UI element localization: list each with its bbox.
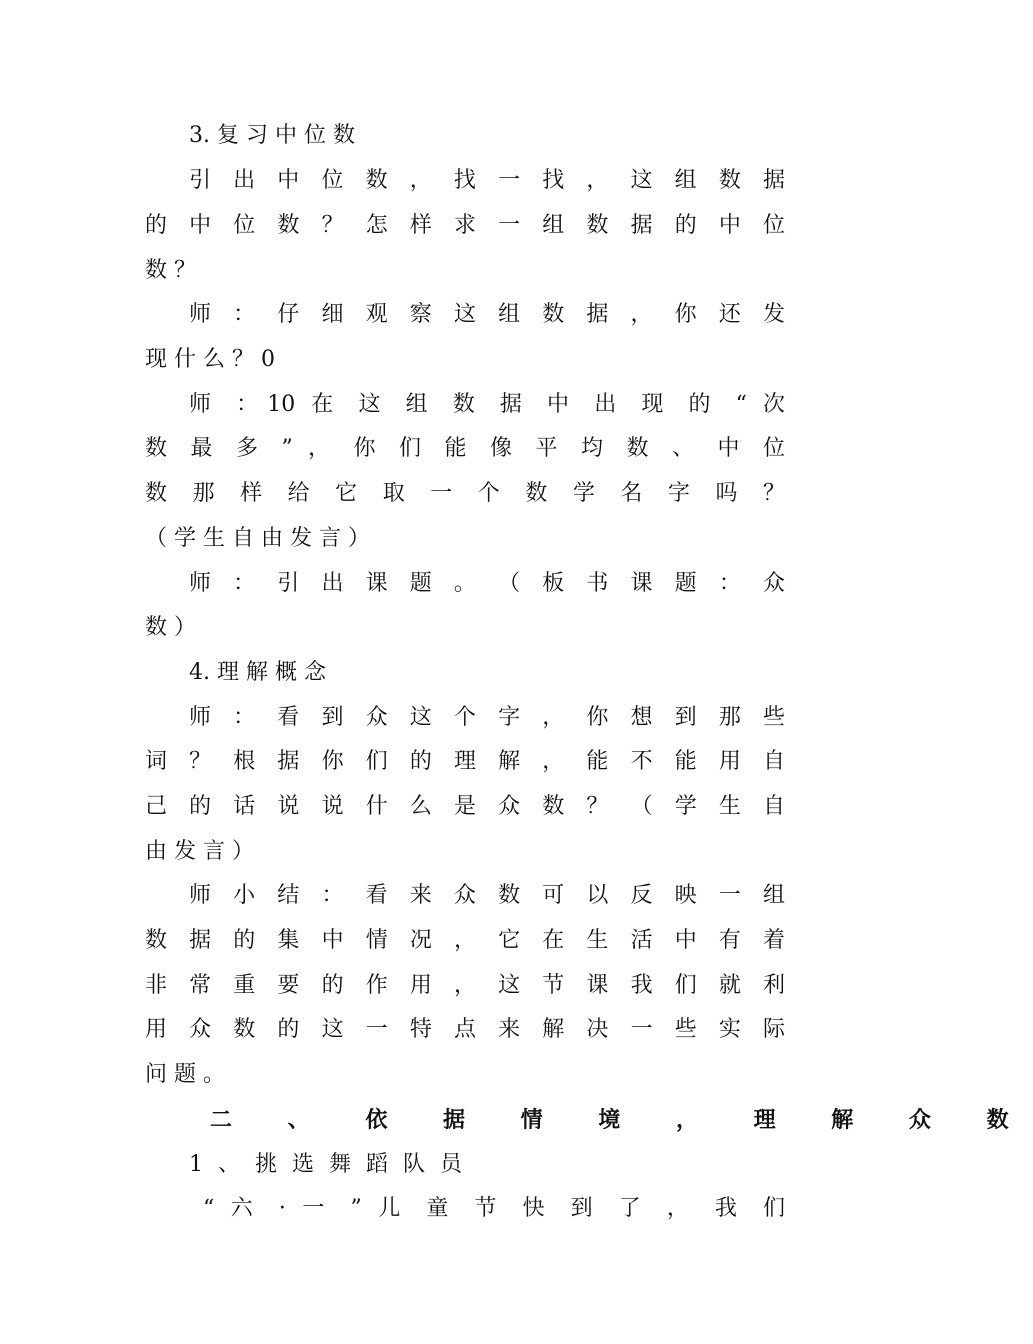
paragraph-line: 问 题 。 (145, 1062, 225, 1087)
section-heading-review-median: 3. 复 习 中 位 数 (189, 123, 355, 148)
paragraph-line: 引 出 中 位 数 ， 找 一 找 ， 这 组 数 据 (189, 168, 785, 193)
paragraph-line: 师 ： 引 出 课 题 。 （ 板 书 课 题 ： 众 (189, 571, 785, 596)
paragraph-line: 的 中 位 数 ？ 怎 样 求 一 组 数 据 的 中 位 (145, 213, 785, 238)
paragraph-line: 数 最 多 ” ， 你 们 能 像 平 均 数 、 中 位 (145, 436, 785, 461)
paragraph-line: 己 的 话 说 说 什 么 是 众 数 ？ （ 学 生 自 (145, 794, 785, 819)
subsection-heading-dance-team: 1 、 挑 选 舞 蹈 队 员 (189, 1152, 466, 1177)
paragraph-line: 数 据 的 集 中 情 况 ， 它 在 生 活 中 有 着 (145, 928, 785, 953)
paragraph-line: 数 ） (145, 615, 196, 640)
paragraph-line: 由 发 言 ） (145, 839, 254, 864)
paragraph-line: 现 什 么 ？ 0 (145, 347, 275, 372)
paragraph-line: 师 ：10 在 这 组 数 据 中 出 现 的 “ 次 (189, 392, 785, 417)
paragraph-line: （ 学 生 自 由 发 言 ） (145, 526, 370, 551)
paragraph-line: 非 常 重 要 的 作 用 ， 这 节 课 我 们 就 利 (145, 973, 785, 998)
paragraph-line: 师 ： 看 到 众 这 个 字 ， 你 想 到 那 些 (189, 705, 785, 730)
section-heading-understand-concept: 4. 理 解 概 念 (189, 660, 326, 685)
chapter-heading: 二 、 依 据 情 境 ， 理 解 众 数 (210, 1107, 1033, 1133)
paragraph-line: 词 ？ 根 据 你 们 的 理 解 ， 能 不 能 用 自 (145, 749, 785, 774)
paragraph-line: 师 ： 仔 细 观 察 这 组 数 据 ， 你 还 发 (189, 302, 785, 327)
paragraph-line: 数 那 样 给 它 取 一 个 数 学 名 字 吗 ？ (145, 481, 785, 506)
paragraph-line: 用 众 数 的 这 一 特 点 来 解 决 一 些 实 际 (145, 1017, 785, 1042)
paragraph-line: 数 ？ (145, 258, 196, 283)
paragraph-line: “ 六 · 一 ” 儿 童 节 快 到 了 ， 我 们 (203, 1196, 785, 1221)
paragraph-line: 师 小 结 ： 看 来 众 数 可 以 反 映 一 组 (189, 883, 785, 908)
